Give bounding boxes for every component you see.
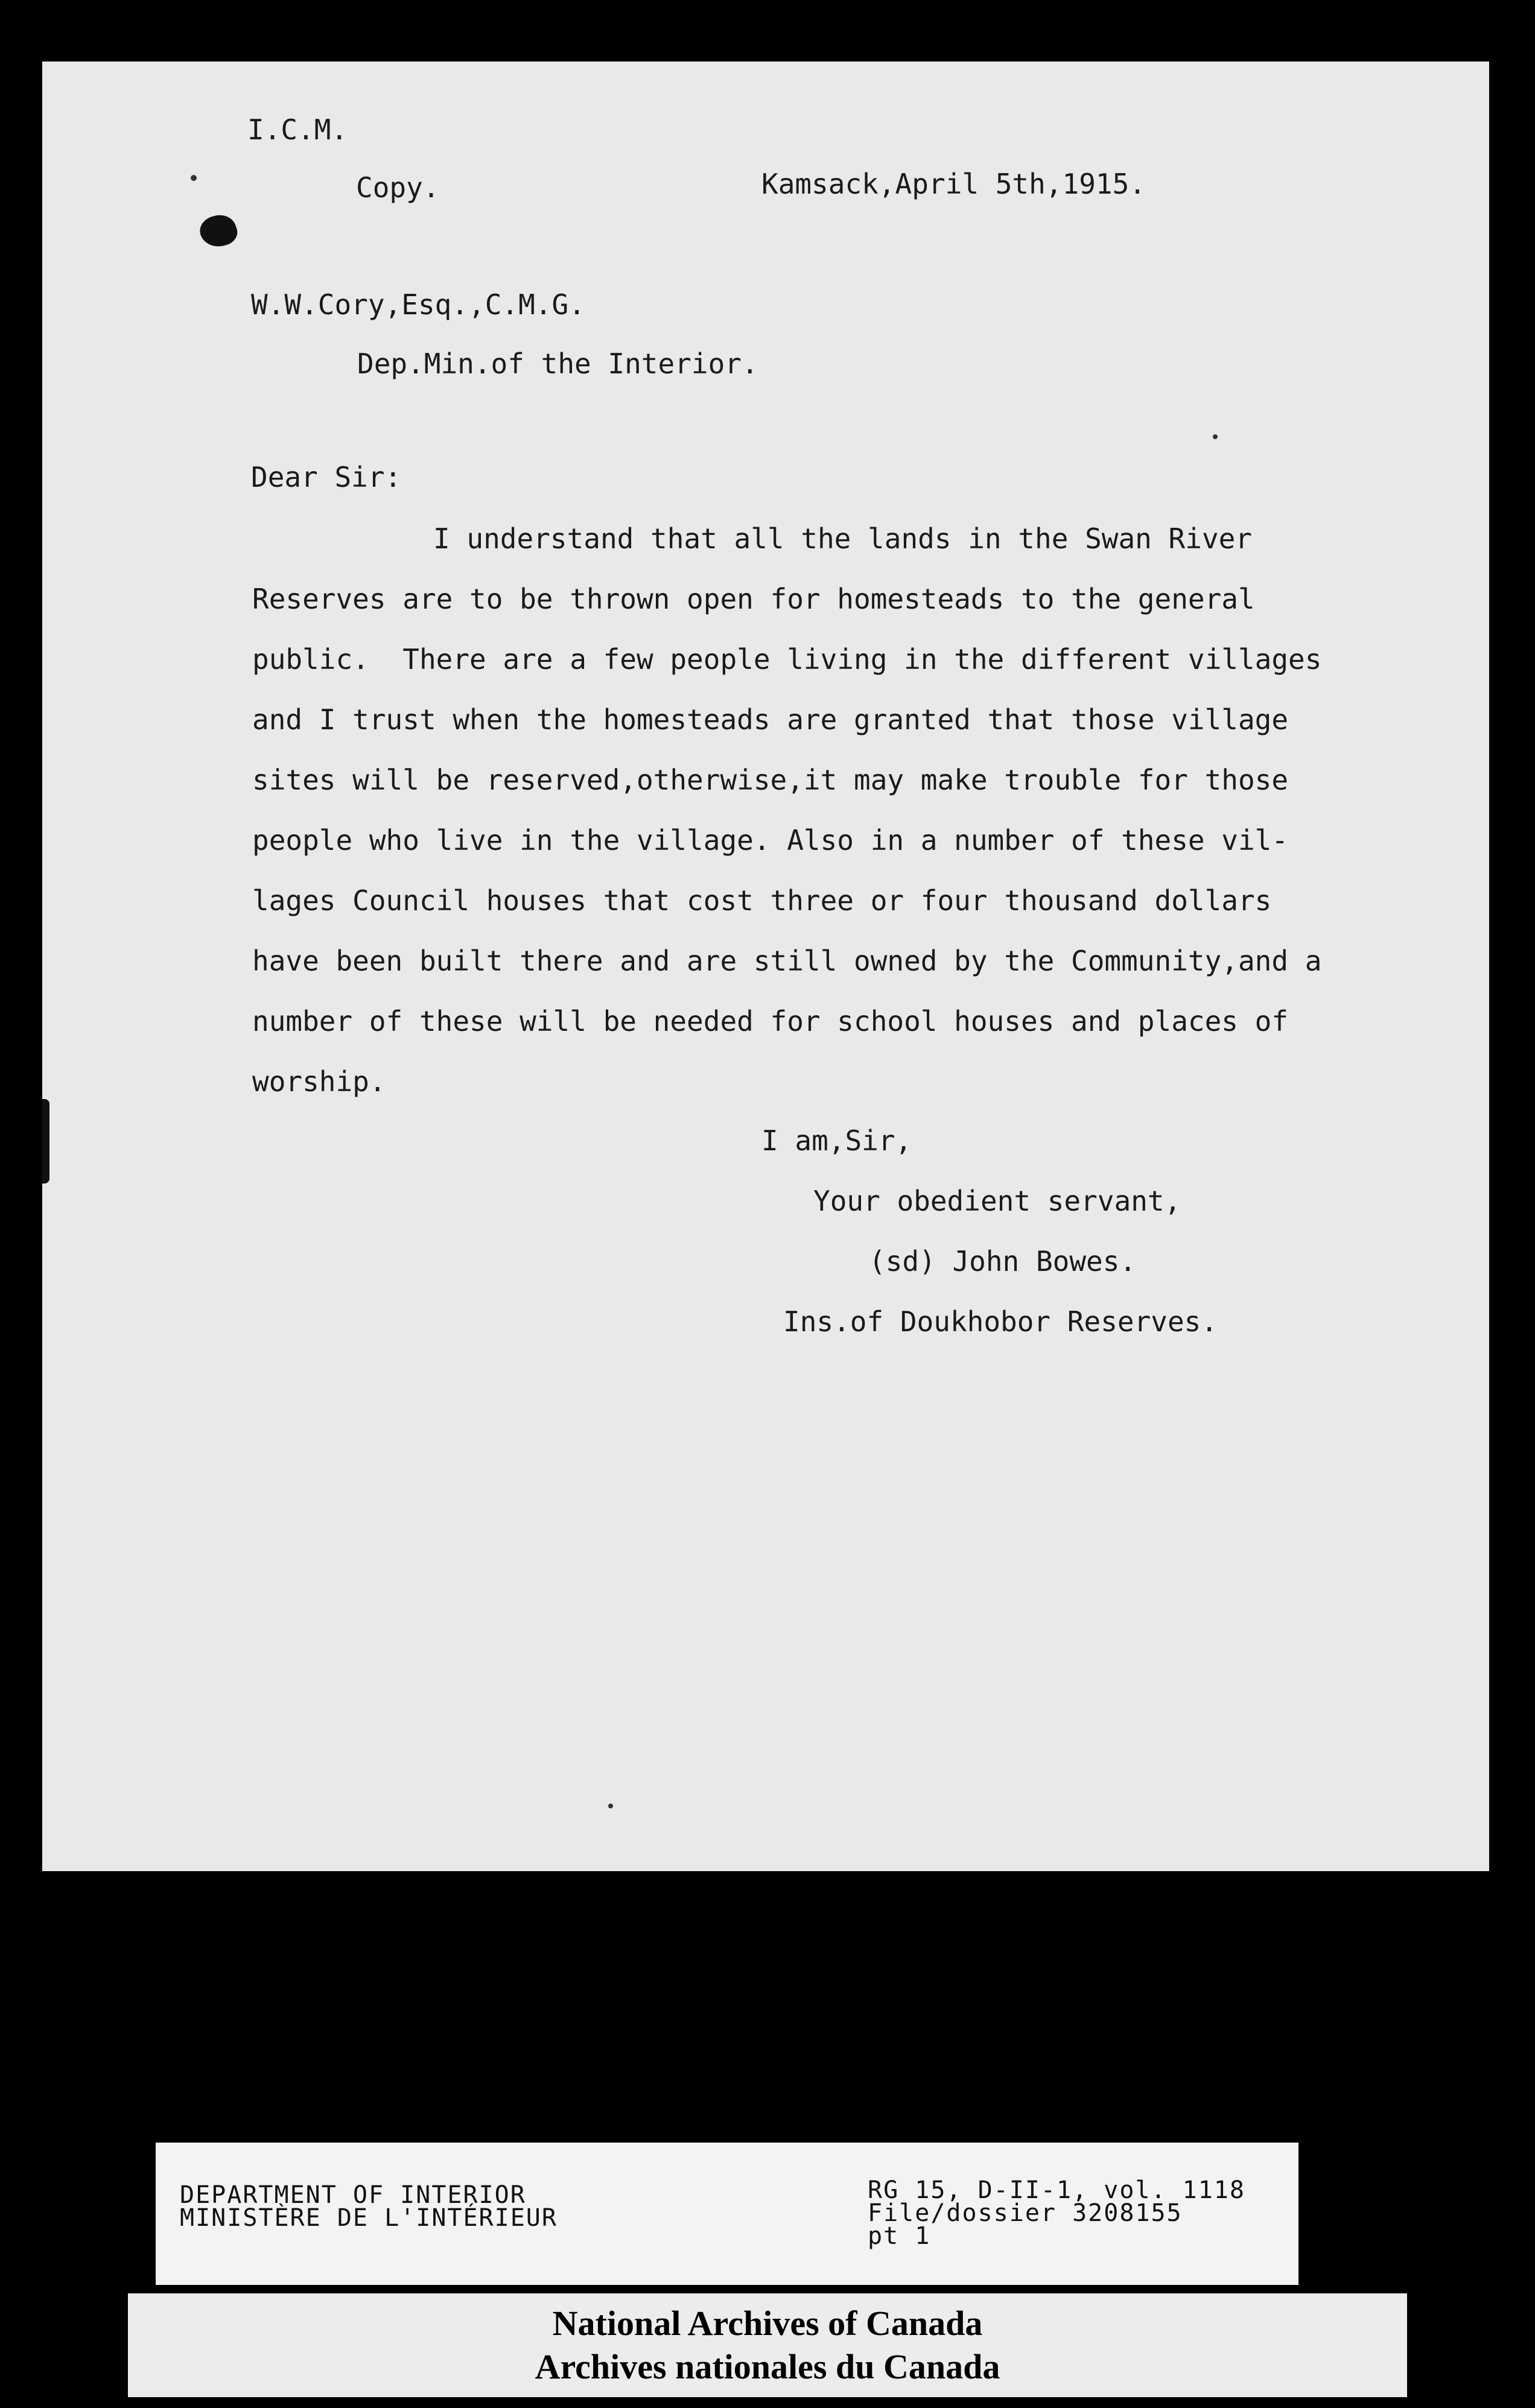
recipient-title: Dep.Min.of the Interior. <box>357 347 758 380</box>
archives-name-french: Archives nationales du Canada <box>535 2347 1000 2386</box>
body-line: I understand that all the lands in the Swan River <box>433 522 1253 555</box>
ink-speck <box>191 175 197 181</box>
archives-banner <box>128 2293 1407 2397</box>
body-line: public. There are a few people living in the different villages <box>252 643 1322 676</box>
salutation: Dear Sir: <box>251 461 402 493</box>
archive-label <box>156 2143 1298 2285</box>
department-french: MINISTÈRE DE L'INTÉRIEUR <box>180 2204 558 2232</box>
part-number: pt 1 <box>868 2222 931 2250</box>
body-line: worship. <box>252 1065 386 1098</box>
archive-reference <box>868 2176 1245 2250</box>
record-group: RG 15, D-II-1, vol. 1118 <box>868 2176 1245 2204</box>
body-line: lages Council houses that cost three or four thousand dollars <box>252 884 1272 917</box>
document-page <box>42 62 1489 1871</box>
body-line: have been built there and are still owned by the Community,and a <box>252 945 1322 977</box>
valediction: Your obedient servant, <box>813 1185 1181 1217</box>
place-date: Kamsack,April 5th,1915. <box>761 168 1146 200</box>
body-line: sites will be reserved,otherwise,it may make trouble for those <box>252 764 1289 796</box>
body-line: and I trust when the homesteads are granted that those village <box>252 703 1289 736</box>
department-label <box>180 2181 558 2232</box>
file-number: File/dossier 3208155 <box>868 2199 1183 2227</box>
closing: I am,Sir, <box>761 1124 912 1157</box>
body-line: number of these will be needed for school houses and places of <box>252 1005 1289 1038</box>
department-english: DEPARTMENT OF INTERIOR <box>180 2181 526 2209</box>
ink-speck <box>1213 434 1218 439</box>
ink-speck <box>608 1804 613 1808</box>
signature: (sd) John Bowes. <box>869 1245 1137 1278</box>
body-line: Reserves are to be thrown open for homesteads to the general <box>252 583 1255 615</box>
reference-initials: I.C.M. <box>247 113 348 146</box>
page-edge-mark <box>42 1099 49 1183</box>
archives-name-english: National Archives of Canada <box>552 2304 983 2343</box>
signer-title: Ins.of Doukhobor Reserves. <box>783 1305 1218 1338</box>
ink-blot <box>196 211 240 252</box>
recipient-name: W.W.Cory,Esq.,C.M.G. <box>251 288 585 321</box>
copy-label: Copy. <box>356 171 440 204</box>
body-line: people who live in the village. Also in a number of these vil- <box>252 824 1289 857</box>
